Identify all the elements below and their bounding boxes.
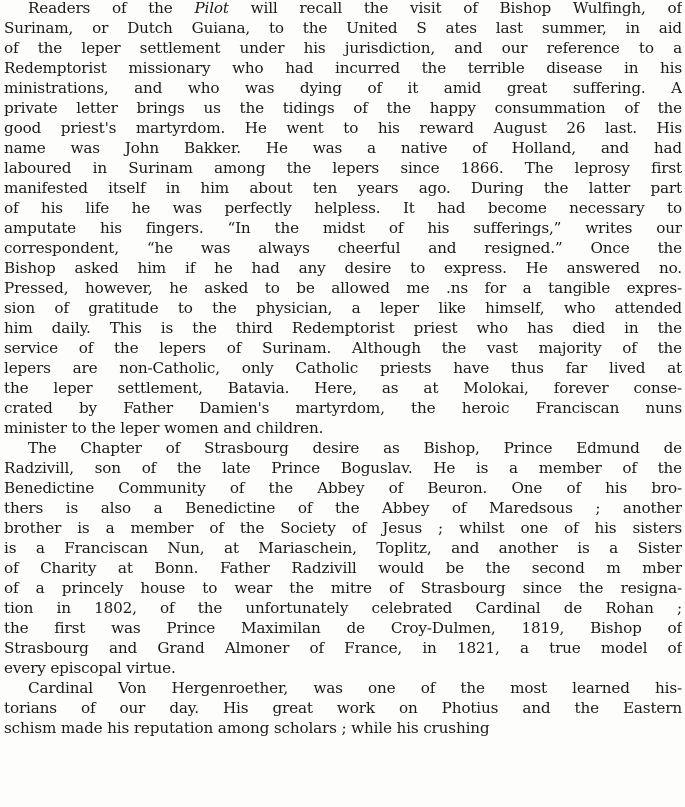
- text-line: thers is also a Benedictine of the Abbey of Maredsous ; another: [4, 499, 682, 517]
- text-line: ministrations, and who was dying of it amid great suffering. A: [4, 79, 682, 97]
- text-line: sion of gratitude to the physician, a leper like himself, who attended: [4, 299, 682, 317]
- text-line: him daily. This is the third Redemptorist priest who has died in the: [4, 319, 682, 337]
- text-line: Readers of the Pilot will recall the visit of Bishop Wulfingh, of: [28, 0, 682, 17]
- text-line: Cardinal Von Hergenroether, was one of the most learned his-: [28, 679, 682, 697]
- newspaper-name: Pilot: [194, 0, 229, 17]
- text-line: brother is a member of the Society of Jesus ; whilst one of his sisters: [4, 519, 682, 537]
- text-line: Strasbourg and Grand Almoner of France, in 1821, a true model of: [4, 639, 682, 657]
- text-line: Benedictine Community of the Abbey of Beuron. One of his bro-: [4, 479, 682, 497]
- article-paragraph: [4, 678, 682, 738]
- article-paragraph: [4, 438, 682, 678]
- text-line: crated by Father Damien's martyrdom, the heroic Franciscan nuns: [4, 399, 682, 417]
- text-line: Surinam, or Dutch Guiana, to the United S ates last summer, in aid: [4, 19, 682, 37]
- text-line: manifested itself in him about ten years ago. During the latter part: [4, 179, 682, 197]
- text-line: good priest's martyrdom. He went to his reward August 26 last. His: [4, 119, 682, 137]
- text-line: Redemptorist missionary who had incurred the terrible disease in his: [4, 59, 682, 77]
- text-line: Pressed, however, he asked to be allowed me .ns for a tangible expres-: [4, 279, 682, 297]
- text-line: amputate his fingers. “In the midst of his sufferings,” writes our: [4, 219, 682, 237]
- text-line: lepers are non-Catholic, only Catholic priests have thus far lived at: [4, 359, 682, 377]
- text-line: the first was Prince Maximilan de Croy-Dulmen, 1819, Bishop of: [4, 619, 682, 637]
- text-line: torians of our day. His great work on Photius and the Eastern: [4, 699, 682, 717]
- text-line: private letter brings us the tidings of the happy consummation of the: [4, 99, 682, 117]
- text-line: The Chapter of Strasbourg desire as Bishop, Prince Edmund de: [28, 439, 682, 457]
- text-line: of the leper settlement under his jurisdiction, and our reference to a: [4, 39, 682, 57]
- article-column: [4, 0, 682, 738]
- text-line: of a princely house to wear the mitre of Strasbourg since the resigna-: [4, 579, 682, 597]
- text-line: of Charity at Bonn. Father Radzivill would be the second m mber: [4, 559, 682, 577]
- text-line: every episcopal virtue.: [4, 659, 176, 677]
- text-line: name was John Bakker. He was a native of Holland, and had: [4, 139, 682, 157]
- text-line: is a Franciscan Nun, at Mariaschein, Toplitz, and another is a Sister: [4, 539, 682, 557]
- text-line: Radzivill, son of the late Prince Boguslav. He is a member of the: [4, 459, 682, 477]
- text-line: the leper settlement, Batavia. Here, as at Molokai, forever conse-: [4, 379, 682, 397]
- article-paragraph: [4, 0, 682, 438]
- text-line: tion in 1802, of the unfortunately celebrated Cardinal de Rohan ;: [4, 599, 682, 617]
- text-line: minister to the leper women and children.: [4, 419, 324, 437]
- text-line: schism made his reputation among scholars ; while his crushing: [4, 719, 490, 737]
- text-line: correspondent, “he was always cheerful and resigned.” Once the: [4, 239, 682, 257]
- text-line: service of the lepers of Surinam. Although the vast majority of the: [4, 339, 682, 357]
- text-line: of his life he was perfectly helpless. It had become necessary to: [4, 199, 682, 217]
- text-line: laboured in Surinam among the lepers since 1866. The leprosy first: [4, 159, 682, 177]
- text-line: Bishop asked him if he had any desire to express. He answered no.: [4, 259, 682, 277]
